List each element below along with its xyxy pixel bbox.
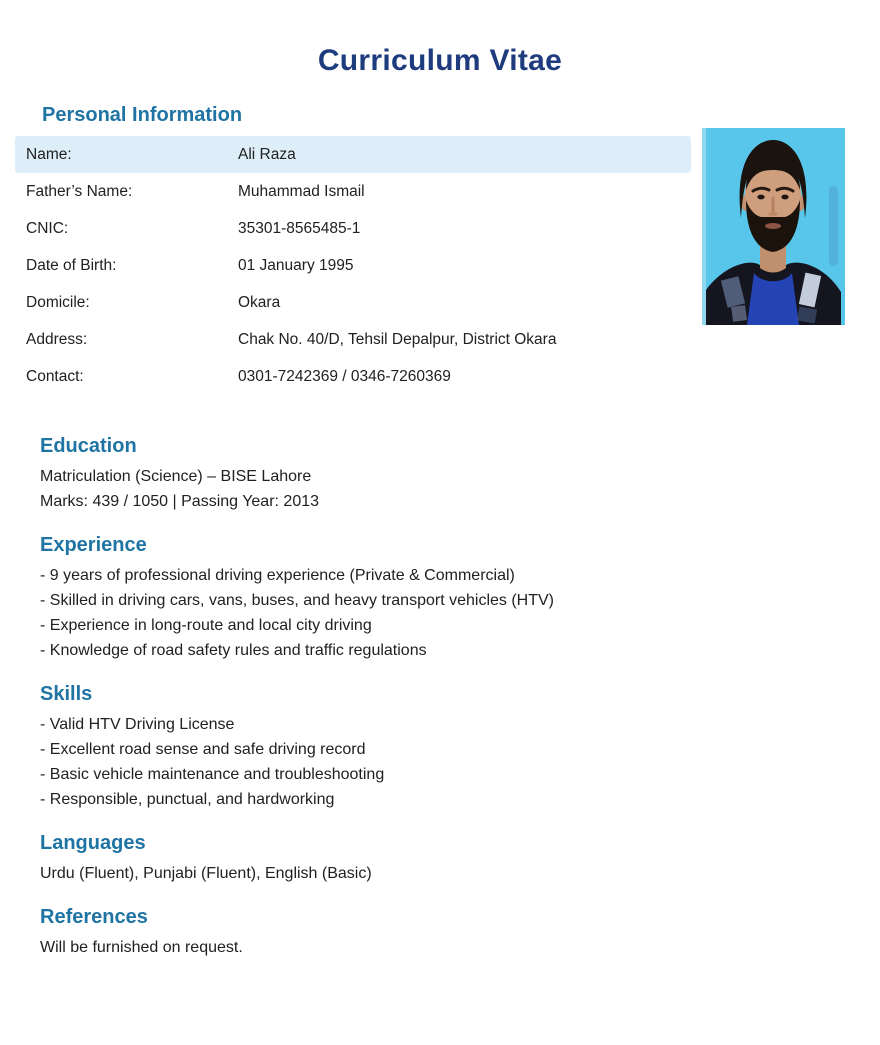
skill-item: - Excellent road sense and safe driving record xyxy=(40,741,366,758)
section-heading-personal-information: Personal Information xyxy=(42,104,243,126)
table-row-contact xyxy=(15,358,691,395)
field-label: CNIC: xyxy=(26,219,69,237)
field-label: Father’s Name: xyxy=(26,182,133,200)
skill-item: - Responsible, punctual, and hardworking xyxy=(40,791,335,808)
profile-photo-image xyxy=(702,128,845,325)
field-label: Date of Birth: xyxy=(26,256,117,274)
field-label: Address: xyxy=(26,330,88,348)
experience-item: - Knowledge of road safety rules and traffic regulations xyxy=(40,642,427,659)
section-experience xyxy=(40,534,820,663)
experience-item: - Experience in long-route and local city driving xyxy=(40,617,372,634)
skill-item: - Basic vehicle maintenance and troubleshooting xyxy=(40,766,385,783)
field-value: Okara xyxy=(238,293,281,311)
education-line: Marks: 439 / 1050 | Passing Year: 2013 xyxy=(40,493,320,510)
profile-photo xyxy=(702,128,845,325)
section-heading-skills: Skills xyxy=(40,683,93,705)
field-label: Contact: xyxy=(26,367,84,385)
table-row-address xyxy=(15,321,691,358)
field-value: 0301-7242369 / 0346-7260369 xyxy=(238,367,451,385)
section-heading-experience: Experience xyxy=(40,534,147,556)
table-row-fathers-name xyxy=(15,173,691,210)
experience-item: - 9 years of professional driving experience (Private & Commercial) xyxy=(40,567,515,584)
table-row-name xyxy=(15,136,691,173)
table-row-cnic xyxy=(15,210,691,247)
section-heading-education: Education xyxy=(40,435,137,457)
field-label: Name: xyxy=(26,145,72,163)
table-row-domicile xyxy=(15,284,691,321)
table-row-date-of-birth xyxy=(15,247,691,284)
skill-item: - Valid HTV Driving License xyxy=(40,716,235,733)
section-heading-languages: Languages xyxy=(40,832,146,854)
section-heading-references: References xyxy=(40,906,148,928)
field-value: Muhammad Ismail xyxy=(238,182,365,200)
field-value: Chak No. 40/D, Tehsil Depalpur, District Okara xyxy=(238,330,557,348)
page-title: Curriculum Vitae xyxy=(317,44,563,77)
references-line: Will be furnished on request. xyxy=(40,939,243,956)
experience-item: - Skilled in driving cars, vans, buses, and heavy transport vehicles (HTV) xyxy=(40,592,554,609)
section-languages xyxy=(40,832,820,886)
personal-info-table xyxy=(15,136,691,395)
education-line: Matriculation (Science) – BISE Lahore xyxy=(40,468,312,485)
field-value: Ali Raza xyxy=(238,145,296,163)
field-label: Domicile: xyxy=(26,293,90,311)
field-value: 01 January 1995 xyxy=(238,256,354,274)
field-value: 35301-8565485-1 xyxy=(238,219,361,237)
section-references xyxy=(40,906,820,960)
section-skills xyxy=(40,683,820,812)
languages-line: Urdu (Fluent), Punjabi (Fluent), English (Basic) xyxy=(40,865,372,882)
section-education xyxy=(40,435,820,514)
